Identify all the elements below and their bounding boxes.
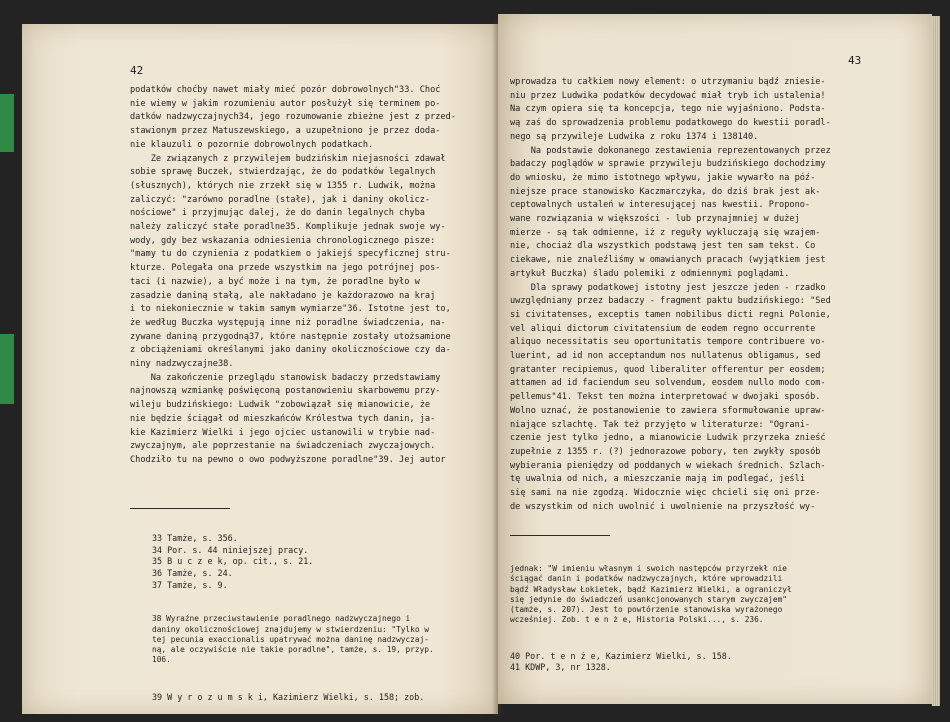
text-line: Chodziło tu na pewno o owo podwyższone poradlne"39. Jej autor	[130, 454, 446, 465]
text-line: attamen ad id faciendum seu solvendum, eosdem nullo modo com-	[510, 378, 826, 389]
text-line: Na zakończenie przeglądu stanowisk badaczy przedstawiamy	[130, 372, 441, 383]
text-line: Dla sprawy podatkowej istotny jest jeszcze jeden - rzadko	[510, 282, 826, 293]
text-line: najnowszą wzmiankę poświęconą postanowieniu skarbowemu przy-	[130, 386, 441, 397]
text-line: gratanter recipiemus, quod liberaliter offerentur per eosdem;	[510, 364, 826, 375]
text-line: z obciążeniami określanymi jako daniny okolicznościowe czy da-	[130, 345, 451, 356]
text-line: pellemus"41. Tekst ten można interpretować w dwojaki sposób.	[510, 392, 821, 403]
green-index-tab	[0, 334, 14, 404]
text-line: nego są przywileje Ludwika z roku 1374 i 138140.	[510, 131, 759, 142]
text-line: vel aliqui dictorum civitatensium de eodem regno occurrente	[510, 323, 816, 334]
text-line: nie wiemy w jakim rozumieniu autor posłużył się terminem po-	[130, 98, 441, 109]
text-line: wody, gdy bez wskazania odniesienia chronologicznego pisze:	[130, 235, 436, 246]
footnote-line: 34 Por. s. 44 niniejszej pracy.	[152, 544, 309, 555]
text-line: wileju budzińskiego: Ludwik "zobowiązał się mianowicie, że	[130, 400, 431, 411]
text-line: nie, chociaż dla wszystkich podstawą jest ten sam tekst. Co	[510, 241, 816, 252]
text-line: ciekawe, nie znaleźliśmy w omawianych pracach (wyjątkiem jest	[510, 255, 826, 266]
text-line: zywane daniną przygodną37, które następnie zostały utożsamione	[130, 331, 451, 342]
text-line: badaczy poglądów w sprawie przywileju budzińskiego dochodzimy	[510, 159, 826, 170]
text-line: niny nadzwyczajne38.	[130, 359, 234, 370]
footnote-line: się jedynie do świadczeń usankcjonowanych starym zwyczajem"	[510, 594, 787, 604]
text-line: kie Kazimierz Wielki i jego ojciec ustanowili w trybie nad-	[130, 427, 436, 438]
footnote-line: bądź Władysław Łokietek, bądź Kazimierz Wielki, a ograniczył	[510, 584, 792, 594]
text-line: niu przez Ludwika podatków decydować miał tryb ich ustalenia!	[510, 90, 826, 101]
footnote-separator	[510, 535, 610, 536]
text-line: de wszystkim od nich uwolnić i uwolnienie na przyszłość wy-	[510, 501, 816, 512]
text-line: (słusznych), których nie zrzekł się w 1355 r. Ludwik, można	[130, 180, 436, 191]
footnote-line: wcześniej. Zob. t e n ż e, Historia Polski..., s. 236.	[510, 615, 764, 625]
text-line: tę uwalnia od nich, a mieszczanie mają im podlegać, jeśli	[510, 474, 805, 485]
text-line: że według Buczka występują inne niż poradlne świadczenia, na-	[130, 317, 446, 328]
green-index-tab	[0, 94, 14, 152]
text-line: się sami na nie zgodzą. Widocznie więc chcieli się oni prze-	[510, 488, 821, 499]
page-number: 42	[130, 64, 144, 77]
page-stack-edge	[932, 16, 940, 706]
text-line: "mamy tu do czynienia z podatkiem o jakiejś specyficznej stru-	[130, 249, 451, 260]
text-line: datków nadzwyczajnych34, jego rozumowanie zbieżne jest z przed-	[130, 112, 456, 123]
text-line: uwzględniany przez badaczy - fragment paktu budzińskiego: "Sed	[510, 296, 831, 307]
footnote-separator	[130, 508, 230, 509]
text-line: wybierania pieniędzy od poddanych w wiekach średnich. Szlach-	[510, 460, 826, 471]
footnote-line: jednak: "W imieniu własnym i swoich następców przyrzekł nie	[510, 564, 787, 574]
text-line: Ze związanych z przywilejem budzińskim niejasności zdawał	[130, 153, 446, 164]
text-line: Na podstawie dokonanego zestawienia reprezentowanych przez	[510, 145, 831, 156]
left-footnotes	[152, 510, 434, 714]
text-line: mierze - są tak odmienne, iż z reguły wykluczają się wzajem-	[510, 227, 821, 238]
footnote-line: 41 KDWP, 3, nr 1328.	[510, 662, 611, 673]
text-line: podatków choćby nawet miały mieć pozór dobrowolnych"33. Choć	[130, 85, 441, 95]
text-line: nie będzie ściągał od mieszkańców Królestwa tych danin, ja-	[130, 413, 436, 424]
text-line: należy zaliczyć stałe poradlne35. Komplikuje jednak swoje wy-	[130, 222, 446, 233]
text-line: artykuł Buczka) śladu polemiki z odmiennymi poglądami.	[510, 268, 790, 279]
text-line: taci (i nazwie), a być może i na tym, że poradlne było w	[130, 276, 420, 287]
left-page	[22, 24, 498, 714]
text-line: nie klauzuli o pozornie dobrowolnych podatkach.	[130, 139, 374, 150]
footnote-line: daniny okolicznościowej znajdujemy w stwierdzeniu: "Tylko w	[152, 624, 429, 634]
footnote-line: ściągać danin i podatków nadzwyczajnych, które wprowadzili	[510, 574, 783, 584]
text-line: niejsze prace stanowisko Kaczmarczyka, do dziś brak jest ak-	[510, 186, 821, 197]
footnote-line: 35 B u c z e k, op. cit., s. 21.	[152, 556, 314, 567]
text-line: wą zaś do sprowadzenia problemu podatkowego do kwestii poradl-	[510, 118, 831, 129]
text-line: niające szlachtę. Tak też przyjęto w literaturze: "Ograni-	[510, 419, 811, 430]
footnote-line: 40 Por. t e n ż e, Kazimierz Wielki, s. 158.	[510, 650, 732, 661]
footnote-line: 106.	[152, 655, 171, 665]
text-line: i to niekoniecznie w takim samym wymiarze"36. Istotne jest to,	[130, 304, 451, 315]
right-body-text	[510, 76, 831, 515]
footnote-line: tej pecunia exaccionalis upatrywać można daninę nadzwyczaj-	[152, 634, 429, 644]
footnote-line: 38 Wyraźne przeciwstawienie poradlnego nadzwyczajnego i	[152, 614, 411, 624]
text-line: wprowadza tu całkiem nowy element: o utrzymaniu bądź zniesie-	[510, 77, 826, 87]
text-line: ceptowalnych ustaleń w interesującej nas kwestii. Propono-	[510, 200, 811, 211]
text-line: zupełnie z 1355 r. (?) jednorazowe pobory, ten zwykły sposób	[510, 446, 821, 457]
text-line: zaliczyć: "zarówno poradlne (stałe), jak i daniny okolicz-	[130, 194, 431, 205]
text-line: luerint, ad id non acceptandum nos nullatenus obligamus, sed	[510, 351, 821, 362]
text-line: kturze. Polegała ona przede wszystkim na jego potrójnej pos-	[130, 263, 441, 274]
text-line: sobie sprawę Buczek, stwierdzając, że do podatków legalnych	[130, 167, 436, 178]
footnote-line: 37 Tamże, s. 9.	[152, 579, 228, 590]
footnote-line: ną, ale oczywiście nie takie poradlne", tamże, s. 19, przyp.	[152, 644, 434, 654]
footnote-39: 39 W y r o z u m s k i, Kazimierz Wielki, s. 158; zob.	[152, 691, 425, 702]
text-line: aliquo necessitatis seu oportunitatis tempore contribuere vo-	[510, 337, 826, 348]
right-footnotes	[510, 541, 792, 697]
footnote-line: 33 Tamże, s. 356.	[152, 533, 238, 544]
page-number: 43	[848, 54, 862, 67]
text-line: zasadzie daniną stałą, ale nakładano je każdorazowo na kraj	[130, 290, 436, 301]
text-line: zwyczajnym, ale poprzestanie na świadczeniach zwyczajowych.	[130, 441, 436, 452]
left-body-text	[130, 84, 456, 468]
text-line: wane rozwiązania w większości - lub przynajmniej w dużej	[510, 214, 800, 225]
text-line: czenie jest tylko jedno, a mianowicie Ludwik przyrzeka znieść	[510, 433, 826, 444]
text-line: do wniosku, że mimo istotnego wpływu, jakie wywarło na póź-	[510, 172, 816, 183]
text-line: Wolno uznać, że postanowienie to zawiera sformułowanie upraw-	[510, 405, 826, 416]
text-line: si civitatenses, exceptis tamen nobilibus dicti regni Polonie,	[510, 309, 831, 320]
footnote-line: (tamże, s. 207). Jest to powtórzenie stanowiska wyrażonego	[510, 605, 783, 614]
right-page	[498, 14, 932, 704]
text-line: Na czym opiera się ta koncepcja, tego nie wyjaśniono. Podsta-	[510, 104, 826, 115]
text-line: nościowe" i przyjmując dalej, że do danin legalnych chyba	[130, 208, 425, 219]
text-line: stawionym przez Matuszewskiego, a uzupełniono je przez doda-	[130, 126, 441, 137]
footnote-line: 36 Tamże, s. 24.	[152, 567, 233, 578]
